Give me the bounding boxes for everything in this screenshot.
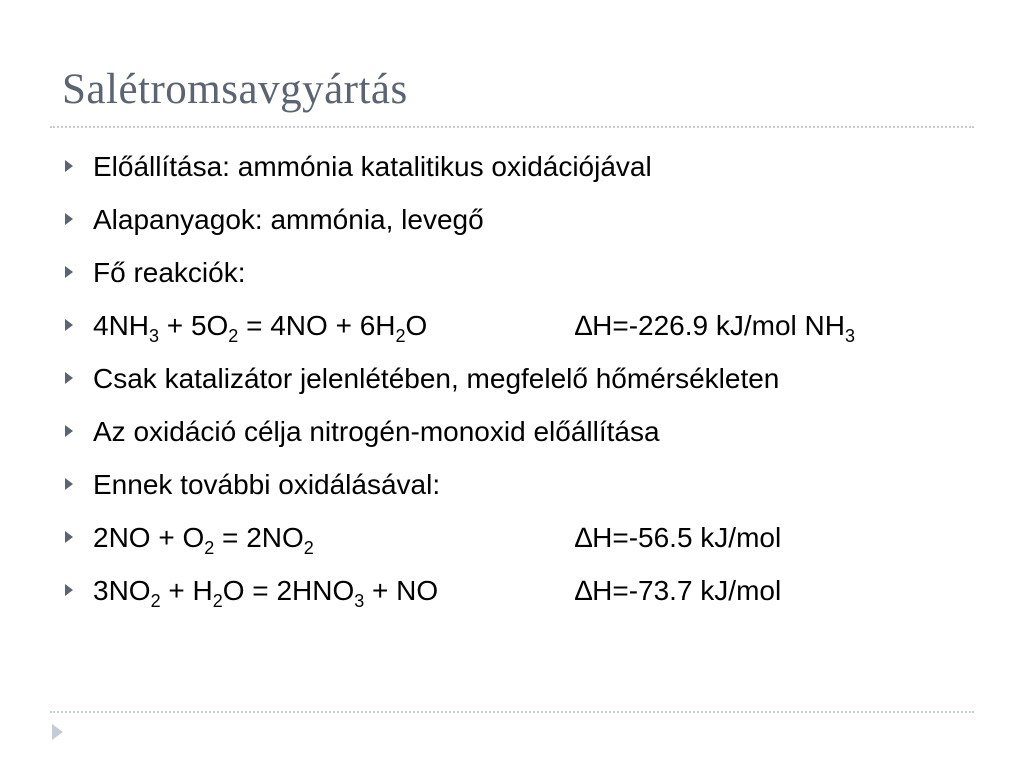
bullet-item	[0, 246, 1024, 299]
footer-divider	[50, 711, 974, 713]
eq-part: 4NH	[93, 310, 150, 341]
reaction-enthalpy	[575, 564, 781, 617]
eq-part: + H	[160, 575, 213, 606]
enthalpy-text: ∆H=-226.9 kJ/mol NH	[575, 310, 845, 341]
subscript: 2	[303, 538, 314, 558]
bullet-item	[0, 458, 1024, 511]
subscript: 3	[354, 591, 365, 611]
bullet-text: Csak katalizátor jelenlétében, megfelelő hőmérsékleten	[93, 363, 780, 394]
bullet-item	[0, 140, 1024, 193]
bullet-text: Az oxidáció célja nitrogén-monoxid előállítása	[93, 416, 660, 447]
subscript: 2	[395, 326, 406, 346]
bullet-item	[0, 352, 1024, 405]
enthalpy-text: ∆H=-73.7 kJ/mol	[575, 575, 782, 606]
eq-part: = 2NO	[214, 522, 304, 553]
triangle-right-icon	[65, 266, 73, 278]
enthalpy-text: ∆H=-56.5 kJ/mol	[575, 522, 782, 553]
triangle-right-icon	[65, 160, 73, 172]
eq-part: 3NO	[93, 575, 151, 606]
reaction-equation	[93, 564, 438, 617]
eq-part: O = 2HNO	[222, 575, 355, 606]
subscript: 2	[212, 591, 223, 611]
reaction-equation	[93, 299, 427, 352]
triangle-right-icon	[65, 425, 73, 437]
reaction-enthalpy	[575, 511, 781, 564]
subscript: 3	[845, 326, 856, 346]
bullet-item	[0, 405, 1024, 458]
bullet-item	[0, 193, 1024, 246]
bullet-item-equation	[0, 511, 1024, 564]
eq-part: + 5O	[159, 310, 229, 341]
triangle-right-icon	[65, 213, 73, 225]
eq-part: 2NO + O	[93, 522, 205, 553]
bullet-text: Alapanyagok: ammónia, levegő	[93, 204, 484, 235]
subscript: 2	[204, 538, 215, 558]
triangle-right-icon	[65, 372, 73, 384]
bullet-text: Ennek további oxidálásával:	[93, 469, 441, 500]
bullet-item-equation	[0, 299, 1024, 352]
bullet-list	[0, 140, 1024, 617]
subscript: 2	[228, 326, 239, 346]
bullet-text: Előállítása: ammónia katalitikus oxidációjával	[93, 151, 652, 182]
title-divider	[50, 126, 974, 128]
bullet-text: Fő reakciók:	[93, 257, 246, 288]
slide-title: Salétromsavgyártás	[62, 66, 408, 113]
subscript: 2	[150, 591, 161, 611]
triangle-right-icon	[65, 478, 73, 490]
eq-part: O	[405, 310, 428, 341]
triangle-right-icon	[65, 319, 73, 331]
triangle-right-icon	[65, 531, 73, 543]
play-triangle-icon[interactable]	[52, 724, 63, 740]
reaction-enthalpy	[575, 299, 855, 352]
triangle-right-icon	[65, 584, 73, 596]
eq-part: + NO	[364, 575, 439, 606]
reaction-equation	[93, 511, 314, 564]
bullet-item-equation	[0, 564, 1024, 617]
eq-part: = 4NO + 6H	[238, 310, 396, 341]
subscript: 3	[149, 326, 160, 346]
